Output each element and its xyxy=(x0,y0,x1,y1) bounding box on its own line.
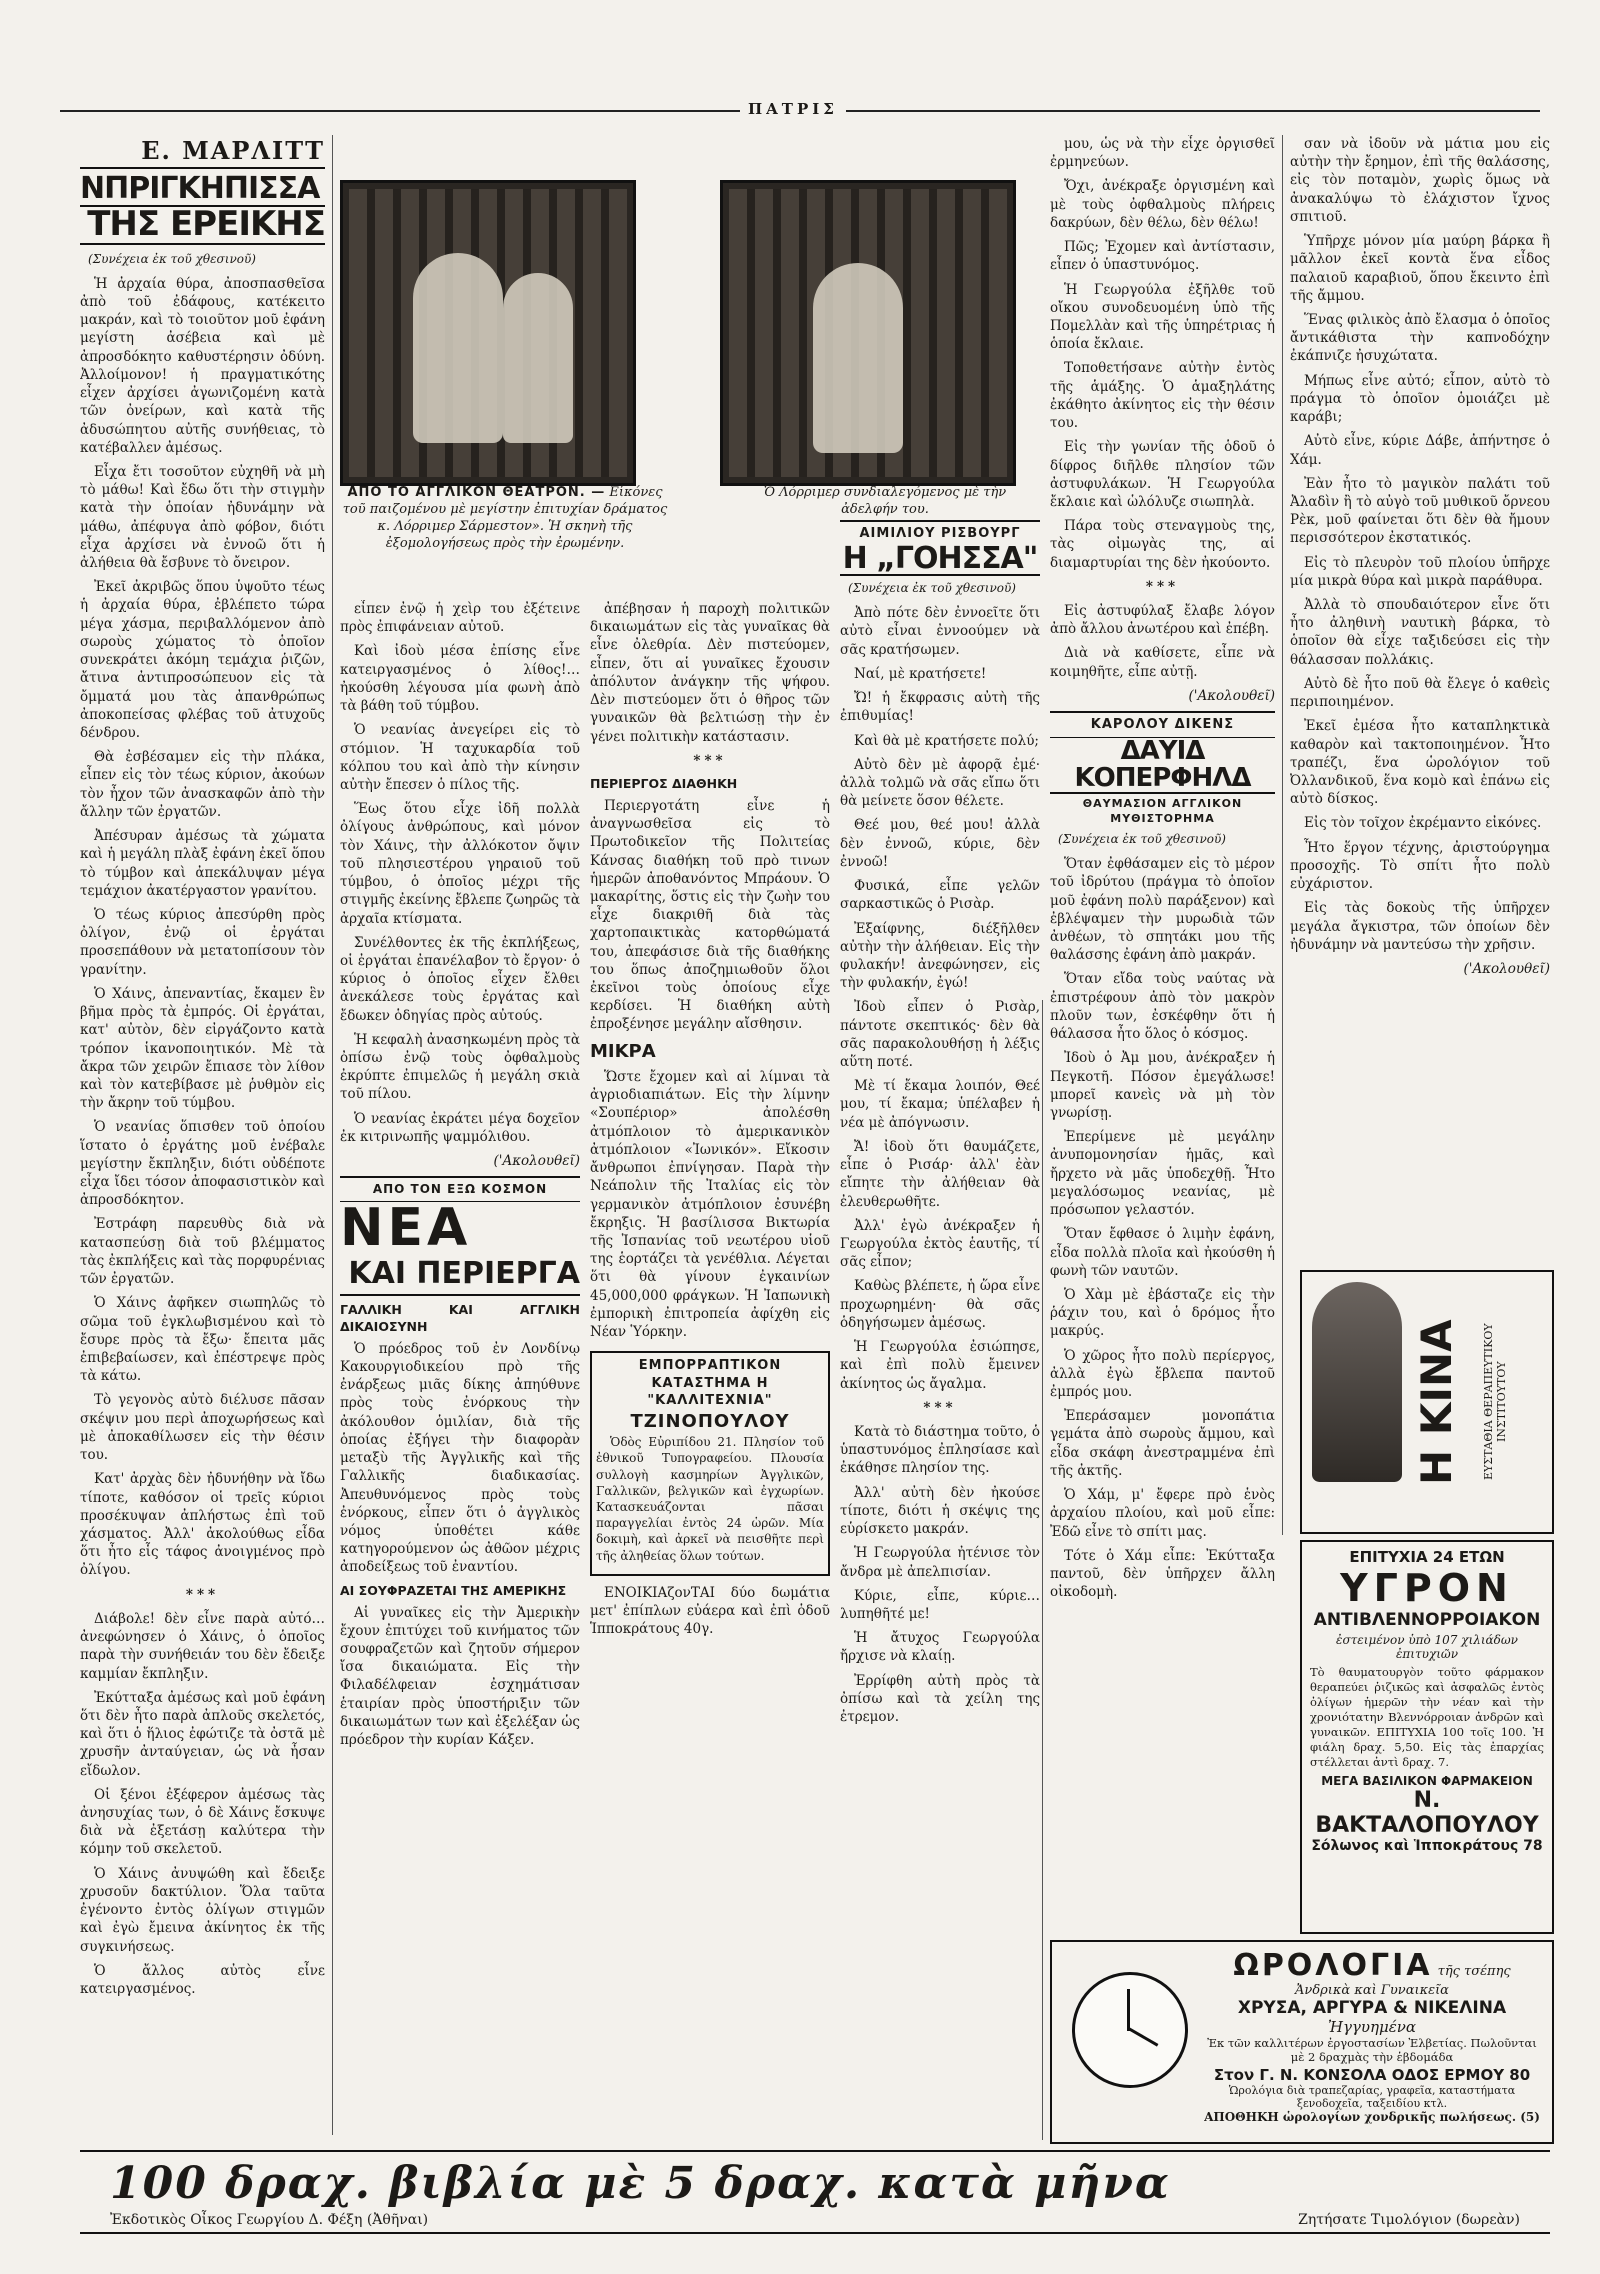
paragraph: Ὁ νεανίας ὅπισθεν τοῦ ὁποίου ἵστατο ὁ ἐργάτης μοῦ ἐνέβαλε μεγίστην ἔκπληξιν, διότι οὐδέποτε εἶχα ἴδει τόσον ἀποφασιστικὸν καὶ ἀπροσδόκητον. xyxy=(80,1119,325,1209)
paragraph: Ὥστε ἔχομεν καὶ αἱ λίμναι τὰ ἀγριοδιαπιάτων. Εἰς τὴν λίμνην «Σουπέριορ» ἀπολέσθη ἀτμόπλοιον τὸ ἀμερικανικὸν ἀτμόπλοιον «Ἰωνικόν». Εἴκοσιν ἄνθρωποι ἐπνίγησαν. Παρὰ τὴν Νεάπολιν τῆς Ἰταλίας εἰς τὸν γερμανικὸν ἀτμόπλοιον ἐσυνέβη ἔκρηξις. Ἡ βασίλισσα Βικτωρία τῆς Ἰσπανίας τοῦ νεωτέρου υἱοῦ της ἑορτάζει τὰ γενέθλια. Λέγεται ὅτι θὰ γίνουν ἐγκαινίων 45,000,000 φράγκων. Ἡ Ἰαπωνικὴ ἐμπορικὴ ἐπιτροπεία ἀφίχθη εἰς Νέαν Ὑόρκην. xyxy=(590,1068,830,1341)
photo-caption-left xyxy=(340,485,670,553)
paragraph: εἶπεν ἐνῷ ἡ χεὶρ του ἐξέτεινε πρὸς ἐπιφάνειαν αὐτοῦ. xyxy=(340,601,580,636)
footer-catalog: Ζητήσατε Τιμολόγιον (δωρεὰν) xyxy=(1298,2212,1520,2228)
masthead xyxy=(0,100,1600,120)
paragraph: Κατὰ τὸ διάστημα τοῦτο, ὁ ὑπαστυνόμος ἐπλησίασε καὶ ἐκάθησε πλησίον της. xyxy=(840,1423,1040,1477)
paragraph: Ἐκεῖ ἀκριβῶς ὅπου ὑψοῦτο τέως ἡ ἀρχαία θύρα, ἐβλέπετο τώρα μέγα χάσμα, περιβαλλόμενον ἀπὸ σωροὺς χώματος τὸ ὁποῖον συνεκράτει ἀκόμη τεμάχια ῥιζῶν, ἄτινα ἀντιπροσώπευον εἰς τὰ ὄμματά μου τὰς ἀπανθρώπως ἀποκοπείσας φλέβας τοῦ ἀτυχοῦς δένδρου. xyxy=(80,579,325,742)
masthead-name: ΠΑΤΡΙΣ xyxy=(740,100,846,118)
subhead: ΓΑΛΛΙΚΗ ΚΑΙ ΑΓΓΛΙΚΗ ΔΙΚΑΙΟΣΥΝΗ xyxy=(340,1302,580,1334)
ygron-ad xyxy=(1300,1540,1554,1934)
ad-line: ΚΑΤΑΣΤΗΜΑ Η "ΚΑΛΛΙΤΕΧΝΙΑ" xyxy=(647,1375,773,1409)
paragraph: Τοποθετήσανε αὐτὴν ἐντὸς τῆς ἁμάξης. Ὁ ἁμαξηλάτης ἐκάθητο ἀκίνητος εἰς τὴν θέσιν του. xyxy=(1050,360,1275,432)
paragraph: Τότε ὁ Χάμ εἶπε: Ἐκύτταξα παντοῦ, δὲν ὑπῆρχεν ἄλλη οἰκοδομὴ. xyxy=(1050,1547,1275,1601)
column-rule xyxy=(1042,1000,1043,2140)
footer-headline: 100 δραχ. βιβλία μὲ 5 δραχ. κατὰ μῆνα xyxy=(110,2158,1171,2209)
paragraph: Ἐκεῖ ἐμέσα ἦτο καταπληκτικὰ καθαρὸν καὶ τακτοποιημένον. Ἦτο τραπέζι, ἕνα ὡρολόγιον τοῦ Ὀλλανδικοῦ, ἕνα κομὸ καὶ ἐπάνω εἰς αὐτὸ δίσκος. xyxy=(1290,718,1550,808)
paragraph: Ἀλλ' αὐτὴ δὲν ἠκούσε τίποτε, διότι ἡ σκέψις της εὑρίσκετο μακράν. xyxy=(840,1484,1040,1538)
footer-ad xyxy=(80,2150,1550,2234)
paragraph: Ὁ τέως κύριος ἀπεσύρθη πρὸς ὀλίγον, ἐνῷ οἱ ἐργάται προσεπάθουν νὰ μετατοπίσουν τὸν γρανίτην. xyxy=(80,906,325,978)
paragraph: Ὅταν ἐφθάσαμεν εἰς τὸ μέρον τοῦ ἰδρύτου (πράγμα τὸ ὁποῖον μοῦ ἐφάνη πολὺ παράξενον) καὶ ἐβλέψαμεν τὴν μυρωδιὰ τῶν ἀνθέων, τὸ σπητάκι μου τῆς θαλάσσης ἐφάνη ἀπὸ μακράν. xyxy=(1050,856,1275,964)
paragraph: Ἐστράφη παρευθὺς διὰ νὰ κατασπεύσῃ διὰ τοῦ βλέμματος τὰς ἐκπλήξεις καὶ τὰς πορφυρένιας τῶν ἐργατῶν. xyxy=(80,1216,325,1288)
photo-caption-right: Ὁ Λόρριμερ συνδιαλεγόμενος μὲ τὴν ἀδελφήν του. xyxy=(763,485,1007,517)
paragraph: Ἐρρίφθη αὐτὴ πρὸς τὰ ὀπίσω καὶ τὰ χείλη της ἐτρεμον. xyxy=(840,1672,1040,1726)
serial-body xyxy=(80,275,325,1998)
column-6 xyxy=(1290,135,1550,1255)
paragraph: Ναί, μὲ κρατήσετε! xyxy=(854,665,987,682)
ad-line: ΕΠΙΤΥΧΙΑ 24 ΕΤΩΝ xyxy=(1349,1548,1505,1566)
ad-text: Τὸ θαυματουργὸν τοῦτο φάρμακον θεραπεύει ῥιζικῶς καὶ ἀσφαλῶς ἐντὸς ὀλίγων ἡμερῶν τὴν νέαν καὶ τὴν χρονιότατην Βλεννόρροιαν ἀνδρῶν καὶ γυναικῶν. ΕΠΙΤΥΧΙΑ 100 τοῖς 100. Ἡ φιάλη δραχ. 5,50. Εἰς τὰς ἐπαρχίας στέλλεται ἀντὶ δραχ. 7. xyxy=(1310,1665,1544,1769)
paragraph: Ἰδοὺ εἶπεν ὁ Ρισὰρ, πάντοτε σκεπτικός· δὲν θὰ σᾶς παρακολουθήσῃ ἡ λέξις αὕτη ποτέ. xyxy=(840,999,1040,1071)
column-3 xyxy=(590,600,830,2140)
serial-title: Η „ΓΟΗΣΣΑ" xyxy=(840,543,1040,577)
serial-author: Ε. ΜΑΡΛΙΤΤ xyxy=(80,135,325,169)
ad-subtitle: ΑΝΤΙΒΛΕΝΝΟΡΡΟΙΑΚΟΝ xyxy=(1313,1610,1541,1630)
serial-title: ΔΑΥΙΔ ΚΟΠΕΡΦΗΛΔ xyxy=(1050,738,1275,795)
paragraph: Εἰς τὰς δοκοὺς τῆς ὑπῆρχεν μεγάλα ἄγκιστρα, τῶν ὁποίων δὲν ἠδυνάμην νὰ μαντεύσω τὴν χρῆσιν. xyxy=(1290,900,1550,953)
paragraph: Κύριε, εἶπε, κύριε… λυπηθῆτέ με! xyxy=(840,1587,1040,1622)
paragraph: Ὁ ἄλλος αὐτὸς εἶνε κατειργασμένος. xyxy=(80,1962,325,1998)
footer-publisher: Ἐκδοτικὸς Οἶκος Γεωργίου Δ. Φέξη (Ἀθῆναι) xyxy=(110,2212,429,2228)
paragraph: Ὁ Χάινς, ἀπεναντίας, ἔκαμεν ἓν βῆμα πρὸς τὰ ἐμπρός. Οἱ ἐργάται, κατ' αὐτὸν, δὲν εἰργάζοντο κατὰ τρόπον ἱκανοποιητικόν. Μὲ τὰ ἄκρα τῶν χειρῶν ἔπιασε τὸν λίθον καὶ τὸν κατεβίβασε μὲ ῥυθμὸν εἰς τὴν ἄκρην τοῦ τύμβου. xyxy=(80,985,325,1112)
ad-title: ΥΓΡΟΝ xyxy=(1340,1566,1514,1610)
paragraph: Εἰς τὸν τοῖχον ἐκρέμαντο εἰκόνες. xyxy=(1304,815,1542,832)
serial-continued: (Συνέχεια ἐκ τοῦ χθεσινοῦ) xyxy=(88,251,256,266)
paragraph: Πῶς; Ἐχομεν καὶ ἀντίστασιν, εἶπεν ὁ ὑπαστυνόμος. xyxy=(1050,239,1275,274)
paragraph: Ὁ Χάμ, μ' ἔφερε πρὸ ἑνὸς ἀρχαίου πλοίου, καὶ μοῦ εἶπε: Ἐδῶ εἶνε τὸ σπίτι μας. xyxy=(1050,1487,1275,1540)
paragraph: Μὲ τί ἔκαμα λοιπόν, Θεέ μου, τί ἔκαμα; ὑπέλαβεν ἡ νέα μὲ ἀπόγνωσιν. xyxy=(840,1078,1040,1131)
ad-origin: Ἐκ τῶν καλλιτέρων ἐργοστασίων Ἐλβετίας. Πωλοῦνται μὲ 2 δραχμὰς τὴν ἑβδομάδα xyxy=(1207,2036,1537,2064)
ad-depot: ΑΠΟΘΗΚΗ ὡρολογίων χονδρικῆς πωλήσεως. (5) xyxy=(1204,2110,1540,2124)
paragraph: Ἐκύτταξα ἀμέσως καὶ μοῦ ἐφάνη ὅτι δὲν ἦτο παρὰ ἀπλοῦς σκελετός, καὶ ὅτι ὁ ἥλιος ἐφώτιζε τὰ ὀστᾶ μὲ χρυσῆν ἀνταύγειαν, ὡς νὰ ἦσαν εἴδωλον. xyxy=(80,1689,325,1779)
ad-store-extra: Ὡρολόγια διὰ τραπεζαρίας, γραφεῖα, καταστήματα ξενοδοχεῖα, ταξειδίου κτλ. xyxy=(1228,2084,1516,2110)
serial-marlitt xyxy=(80,135,325,2015)
footer-line xyxy=(110,2212,1520,2228)
paragraph: Ὅταν ἔφθασε ὁ λιμὴν ἐφάνη, εἶδα πολλὰ πλοῖα καὶ ἠκούσθη ἡ φωνὴ τῶν ναυτῶν. xyxy=(1050,1226,1275,1279)
paragraph: Ἐὰν ἦτο τὸ μαγικὸν παλάτι τοῦ Ἀλαδὶν ἢ τὸ αὐγὸ τοῦ μυθικοῦ ὄρνεου Ρὲκ, μοῦ φαίνεται ὅτι δὲν θὰ ἤμουν περισσότερον ἐκστατικός. xyxy=(1290,475,1550,547)
nea-title: ΝΕΑ xyxy=(340,1197,472,1258)
paragraph: Κατ' ἀρχὰς δὲν ἠδυνήθην νὰ ἴδω τίποτε, καθόσον οἱ τρεῖς κύριοι προσέκυψαν ἀπλήστως ἐπὶ τοῦ χάσματος. Ἀλλ' ἀκολούθως εἶδα ὅτι ἦτο εἷς τάφος ἀνοιγμένος πρὸ ὀλίγου. xyxy=(80,1471,325,1579)
paragraph: Αὐτὸ δὲ ἦτο ποῦ θὰ ἔλεγε ὁ καθεὶς περιποιημένον. xyxy=(1290,675,1550,711)
paragraph: Ὁ νεανίας ἐκράτει μέγα δοχεῖον ἐκ κιτρινωπῆς ψαμμόλιθου. xyxy=(340,1110,580,1145)
paragraph: Ἰδοὺ ὁ Ἀμ μου, ἀνέκραξεν ἡ Πεγκοτῆ. Πόσον ἐμεγάλωσε! μπορεῖ κανεὶς νὰ μὴ τὸν γνωρίσῃ. xyxy=(1050,1050,1275,1121)
paragraph: Συνέλθοντες ἐκ τῆς ἐκπλήξεως, οἱ ἐργάται ἐπανέλαβον τὸ ἔργον· ὁ κύριος ὁ ὁποῖος εἶχεν ἔλθει ἀνεκάλεσε τοὺς ἐργάτας καὶ ἔδωκεν ὁδηγίας πρὸς αὐτούς. xyxy=(340,934,580,1024)
classified-ad: ΕΝΟΙΚΙΑζονΤΑΙ δύο δωμάτια μετ' ἐπίπλων εὐάερα καὶ ἐπὶ ὁδοῦ Ἱπποκράτους 40γ. xyxy=(590,1584,830,1638)
section-kicker: ΑΠΟ ΤΟΝ ΕΞΩ ΚΟΣΜΟΝ xyxy=(340,1176,580,1201)
nea-title-2: ΚΑΙ ΠΕΡΙΕΡΓΑ xyxy=(340,1254,580,1297)
paragraph: Ἦτο ἕργον τέχνης, ἀριστούργημα προσοχῆς. Τὸ σπίτι ἦτο πολὺ εὐχάριστον. xyxy=(1290,839,1550,893)
paragraph: Ἡ ἀρχαία θύρα, ἀποσπασθεῖσα ἀπὸ τοῦ ἐδάφους, κατέκειτο μακράν, καὶ τὸ τοιοῦτον μοῦ ἐφάνη μεγίστη ἀσέβεια καὶ μὲ ἀπροσδόκητο καθυστέρησιν ὀδύνη. Ἀλλοίμονον! ἡ πραγματικότης εἶχεν ἀρχίσει ἀγωνιζομένη κατὰ τῶν ὀνείρων, καὶ κατὰ τῆς ἀδυσώπητου αὐτῆς συνήθειας, τὸ κατέβαλλεν ἀμέσως. xyxy=(80,275,325,456)
ad-line: ἐστειμένον ὑπὸ 107 χιλιάδων ἐπιτυχιῶν xyxy=(1336,1633,1518,1661)
clock-ad xyxy=(1050,1940,1554,2144)
paragraph: Οἱ ξένοι ἐξέφερον ἀμέσως τὰς ἀνησυχίας των, ὁ δὲ Χάινς ἔσκυψε διὰ νὰ ἐξετάσῃ καλύτερα τὴν κόμην τοῦ σκελετοῦ. xyxy=(80,1786,325,1858)
ad-subtitle: Ἀνδρικὰ καὶ Γυναικεῖα xyxy=(1295,1983,1449,1998)
ad-title: ΩΡΟΛΟΓΙΑ xyxy=(1233,1948,1433,1983)
paragraph: Ἀλλὰ τὸ σπουδαιότερον εἶνε ὅτι ἦτο ἀληθινὴ ναυτικὴ βάρκα, τὸ ὁποῖον θὰ εἶχε ταξιδεύσει εἰς τὴν θάλασσαν πολλάκις. xyxy=(1290,597,1550,668)
pocket-watch-icon xyxy=(1072,1972,1188,2088)
paragraph: Εἶχα ἔτι τοσοῦτον εὐχηθῆ νὰ μὴ τὸ μάθω! Καὶ ἔδω ὅτι τὴν στιγμὴν κατὰ τὴν ὁποίαν ἠδυνάμην νὰ μάθω, ἀπέφυγα ἀπὸ φόβον, διότι εἶχα ἀρχίσει νὰ ἐννοῶ ὅτι ἡ ἀλήθεια θὰ ἔσβυνε τὸ ὄνειρον. xyxy=(80,463,325,572)
signature: ('Ακολουθεῖ) xyxy=(493,1153,580,1170)
paragraph: Διάβολε! δὲν εἶνε παρὰ αὐτό… ἀνεφώνησεν ὁ Χάινς, ὁ ὁποῖος παρὰ τὴν συνήθειάν του δὲν ἔδειξε καμμίαν ἔκπληξιν. xyxy=(80,1610,325,1682)
ad-title: ΕΜΠΟΡΡΑΠΤΙΚΟΝ xyxy=(638,1358,782,1374)
paragraph: Εἰς τὸ πλευρὸν τοῦ πλοίου ὑπῆρχε μία μικρὰ θύρα καὶ μικρὰ παράθυρα. xyxy=(1290,554,1550,589)
separator-stars: *** xyxy=(923,1399,957,1416)
serial-author: ΑΙΜΙΛΙΟΥ ΡΙΣΒΟΥΡΓ xyxy=(840,520,1040,543)
paragraph: Ἕως ὅτου εἶχε ἰδῆ πολλὰ ὀλίγους ἀνθρώπους, καὶ μόνον τὸν Χάινς, τὴν ἀλλόκοτον ὄψιν τοῦ πλησιεστέρου γηραιοῦ τοῦ τύμβου, ὁ ὁποῖος μέχρι τῆς στιγμῆς ἐκείνης ἔβλεπε ζωηρῶς τὰ ἀρχαῖα κτίσματα. xyxy=(340,801,580,927)
paragraph: Αὐτὸ δὲν μὲ ἀφορᾷ ἐμέ· ἀλλὰ τολμῶ νὰ σᾶς εἴπω ὅτι θὰ μείνετε ὅσον θέλετε. xyxy=(840,756,1040,810)
paragraph: Ὁ νεανίας ἀνεγείρει εἰς τὸ στόμιον. Ἡ ταχυκαρδία τοῦ κόλπου του καὶ ἀπὸ τὴν κίνησιν αὐτὴν ἔπεσεν ὁ πίλος τῆς. xyxy=(340,722,580,793)
paragraph: Καὶ θὰ μὲ κρατήσετε πολύ; xyxy=(854,732,1039,749)
photo-figure xyxy=(813,263,903,453)
paragraph: μου, ὡς νὰ τὴν εἶχε ὀργισθεῖ ἐρμηνεύων. xyxy=(1050,136,1275,171)
subhead: ΑΙ ΣΟΥΦΡΑΖΕΤΑΙ ΤΗΣ ΑΜΕΡΙΚΗΣ xyxy=(340,1582,567,1598)
paragraph: Μήπως εἶνε αὐτό; εἶπον, αὐτὸ τὸ πράγμα τὸ ὁποῖον ὁμοιάζει μὲ καράβι; xyxy=(1290,372,1550,426)
serial-title-line1: ΝΠΡΙΓΚΗΠΙΣΣΑ xyxy=(80,173,325,207)
paragraph: Διὰ νὰ καθίσετε, εἶπε νὰ κοιμηθῆτε, εἶπε αὐτῇ. xyxy=(1050,645,1275,680)
ad-store: Στον Γ. Ν. ΚΟΝΣΟΛΑ ΟΔΟΣ ΕΡΜΟΥ 80 xyxy=(1213,2066,1531,2084)
paragraph: Εἰς τὴν γωνίαν τῆς ὁδοῦ ὁ δίφρος διῆλθε πλησίον τῶν ἀστυφυλάκων. Ἡ Γεωργούλα ἔκλαιε καὶ ὡλόλυζε σιωπηλὰ. xyxy=(1050,439,1275,510)
paragraph: Ἡ κεφαλὴ ἀνασηκωμένη πρὸς τὰ ὀπίσω ἐνῷ τοὺς ὀφθαλμοὺς ἐκρύπτε ἐπιμελῶς ἡ μεγάλη σκιὰ τοῦ πίλου. xyxy=(340,1031,580,1103)
paragraph: Ὁ Χάινς ἀνυψώθη καὶ ἔδειξε χρυσοῦν δακτύλιον. Ὅλα ταῦτα ἐγένοντο ἐντὸς ὀλίγων στιγμῶν καὶ ἐγὼ ἔμεινα ἀκίνητος ἐκ τῆς συγκινήσεως. xyxy=(80,1865,325,1955)
paragraph: Ἐπεράσαμεν μονοπάτια γεμάτα ἀπὸ σωροὺς ἄμμου, καὶ εἶδα σκάφη ἀνεστραμμένα ἐπὶ τῆς ἀκτῆς. xyxy=(1050,1408,1275,1479)
paragraph: Ὑπῆρχε μόνον μία μαύρη βάρκα ἢ μᾶλλον ἐκεῖ κοντὰ ἕνα εἶδος παλαιοῦ καραβιοῦ, ὅπου ἔκειντο ἐπὶ τῆς ἄμμου. xyxy=(1290,233,1550,304)
paragraph: Ὁ χῶρος ἦτο πολὺ περίεργος, ἀλλὰ ἐγὼ ἔβλεπα παντοῦ ἐμπρός μου. xyxy=(1050,1347,1275,1401)
kina-side: ΕΥΣΤΑΘΙΑ ΘΕΡΑΠΕΥΤΙΚΟΥ ΙΝΣΤΙΤΟΥΤΟΥ xyxy=(1482,1323,1508,1481)
separator-stars: *** xyxy=(1145,578,1180,595)
ad-name: ΤΖΙΝΟΠΟΥΛΟΥ xyxy=(630,1410,790,1432)
paragraph: Ὄχι, ἀνέκραξε ὀργισμένη καὶ μὲ τοὺς ὀφθαλμοὺς πλήρεις δακρύων, δὲν θέλω, δὲν θέλω! xyxy=(1050,178,1275,231)
ad-address: Σόλωνος καὶ Ἱπποκράτους 78 xyxy=(1311,1837,1543,1854)
ad-metals: ΧΡΥΣΑ, ΑΡΓΥΡΑ & ΝΙΚΕΛΙΝΑ xyxy=(1237,1998,1507,2018)
paragraph: Ἕνας φιλικὸς ἀπὸ ἔλασμα ὁ ὁποῖος ἄντικάθιστα τὴν καπνοδόχην ἐκάπνιζε ἠσυχώτατα. xyxy=(1290,311,1550,365)
separator-stars: *** xyxy=(693,752,727,769)
paragraph: Αὐτὸ εἶνε, κύριε Δάβε, ἀπήντησε ὁ Χάμ. xyxy=(1290,433,1550,468)
caption-text: Εἰκόνες τοῦ παιζομένου μὲ μεγίστην ἐπιτυχίαν δράματος κ. Λόρριμερ Σάρμεστον». Ἡ σκηνὴ τῆς ἐξομολογήσεως πρὸς τὴν ἐρωμένην. xyxy=(342,485,668,551)
paragraph: Πάρα τοὺς στεναγμοὺς της, τὰς οἰμωγὰς της, αἱ διαμαρτυρίαι της δὲν ἠκούοντο. xyxy=(1050,518,1275,571)
paragraph: Αἱ γυναῖκες εἰς τὴν Ἀμερικὴν ἔχουν ἐπιτύχει τοῦ κινήματος τῶν σουφραζετῶν καὶ ζητοῦν σήμερον ἴσα δικαιώματα. Εἰς τὴν Φιλαδέλφειαν ἐσχημάτισαν ἑταιρίαν πρὸς ὑποστήριξιν τῶν δικαιωμάτων των καὶ ἐξελέξαν ὡς πρόεδρον τὴν κυρίαν Κάξεν. xyxy=(340,1604,580,1749)
photo-figure xyxy=(503,273,573,443)
subhead: ΠΕΡΙΕΡΓΟΣ ΔΙΑΘΗΚΗ xyxy=(590,775,738,791)
column-5 xyxy=(1050,135,1275,1995)
paragraph: Θεέ μου, θεέ μου! ἀλλὰ δὲν ἐννοῶ, κύριε, δὲν ἐννοῶ! xyxy=(840,817,1040,870)
serial-risvourg xyxy=(840,520,1040,2140)
paragraph: Ἀπέσυραν ἀμέσως τὰ χώματα καὶ ἡ μεγάλη πλὰξ ἐφάνη ἐκεῖ ὅπου τὸ τύμβον καὶ ἀπεκάλυψαν μέγα τεμάχιον ἀκατέργαστον γρανίτου. xyxy=(80,828,325,899)
paragraph: σαν νὰ ἰδοῦν νὰ μάτια μου εἰς αὐτὴν τὴν ἔρημον, ἐπὶ τῆς θαλάσσης, εἰς τὸν ποταμὸν, χωρὶς ὅμως νὰ ἀνακαλύψω τὸ ἐλάχιστον ἴχνος σπιτιοῦ. xyxy=(1290,136,1550,225)
paragraph: Ἡ ἄτυχος Γεωργούλα ἤρχισε νὰ κλαίῃ. xyxy=(840,1630,1040,1665)
paragraph: Ἡ Γεωργούλα ἐξῆλθε τοῦ οἴκου συνοδευομένη ὑπὸ τῆς Πομελλὰν καὶ τῆς ὑπηρέτριας ἡ ὁποία ἔκλαιε. xyxy=(1050,281,1275,353)
paragraph: Ἀλλ' ἐγὼ ἀνέκραξεν ἡ Γεωργούλα ἐκτὸς ἑαυτῆς, τί σᾶς εἶπον; xyxy=(840,1217,1040,1271)
column-2 xyxy=(340,600,580,2140)
paragraph: Ἄ! ἰδοὺ ὅτι θαυμάζετε, εἶπε ὁ Ρισάρ· ἀλλ' ἐὰν εἴπητε τὴν ἀλήθειαν θὰ ἐλευθερωθῆτε. xyxy=(840,1138,1040,1210)
paragraph: Ἐξαίφνης, διέξῆλθεν αὐτὴν τὴν ἀλήθειαν. Εἰς τὴν φυλακήν! ἀνεφώνησεν, εἰς τὴν φυλακήν, ἐγώ! xyxy=(840,920,1040,992)
separator-stars: *** xyxy=(185,1586,220,1603)
ad-title-suffix: τῆς τσέπης xyxy=(1437,1964,1511,1979)
ad-name: Ν. ΒΑΚΤΑΛΟΠΟΥΛΟΥ xyxy=(1315,1787,1539,1838)
lady-illustration xyxy=(1312,1282,1402,1482)
serial-title-line2: ΤΗΣ ΕΡΕΙΚΗΣ xyxy=(80,207,325,245)
theatre-photo-left xyxy=(340,180,636,486)
paragraph: Ὤ! ἡ ἔκφρασις αὐτὴ τῆς ἐπιθυμίας! xyxy=(840,690,1040,725)
paragraph: Φυσικά, εἶπε γελῶν σαρκαστικῶς ὁ Ρισὰρ. xyxy=(840,878,1040,913)
signature: ('Ακολουθεῖ) xyxy=(1463,960,1550,977)
paragraph: Ἀπὸ πότε δὲν ἐννοεῖτε ὅτι αὐτὸ εἶναι ἐννοούμεν νὰ σᾶς κρατήσωμεν. xyxy=(840,605,1040,658)
paragraph: Ὁ Χὰμ μὲ ἐβάσταζε εἰς τὴν ῥάχιν του, καὶ ὁ δρόμος ἦτο μακρύς. xyxy=(1050,1286,1275,1340)
paragraph: Καὶ ἰδοὺ μέσα ἐπίσης εἶνε κατειργασμένος ὁ λίθος!… ἠκούσθη λέγουσα μία φωνὴ ἀπὸ τὰ βάθη τοῦ τύμβου. xyxy=(340,643,580,715)
kina-ad xyxy=(1300,1270,1554,1534)
paragraph: Περιεργοτάτη εἶνε ἡ ἀναγνωσθεῖσα εἰς τὸ Πρωτοδικεῖον τῆς Πολιτείας Κάνσας διαθήκη τοῦ πρὸ τινων ἡμερῶν ἀποθανόντος Μπράουν. Ὁ μακαρίτης, ὅστις εἰς τὴν ζωὴν του εἶχε διακριθῆ διὰ τὰς χαρτοπαικτικὰς κατορθώματά του, ἀπεφάσισε διὰ τῆς διαθήκης του ὅπως ἀποζημιωθοῦν ὅλοι ἐκεῖνοι τοὺς ὁποίους εἶχε κερδίσει. Ἡ διαθήκη αὐτὴ ἐπροξένησε μεγάλην αἴσθησιν. xyxy=(590,797,830,1033)
column-rule xyxy=(332,135,333,2135)
kina-title: Η ΚΙΝΑ xyxy=(1412,1319,1461,1485)
caption-title: ΑΠΟ ΤΟ ΑΓΓΛΙΚΟΝ ΘΕΑΤΡΟΝ. — xyxy=(347,485,606,500)
ad-guarantee: Ἠγγυημένα xyxy=(1327,2018,1417,2036)
serial-author: ΚΑΡΟΛΟΥ ΔΙΚΕΝΣ xyxy=(1050,711,1275,738)
paragraph: Εἰς ἀστυφύλαξ ἔλαβε λόγον ἀπὸ ἄλλου ἀνωτέρου καὶ ἐπέβη. xyxy=(1050,603,1275,638)
paragraph: Ἡ Γεωργούλα ἠτένισε τὸν ἄνδρα μὲ ἀπελπισίαν. xyxy=(840,1545,1040,1580)
paragraph: Ἡ Γεωργούλα ἐσιώπησε, καὶ ἐπὶ πολὺ ἔμεινεν ἀκίνητος ὡς ἄγαλμα. xyxy=(840,1339,1040,1392)
paragraph: Θὰ ἐσβέσαμεν εἰς τὴν πλάκα, εἶπεν εἰς τὸν τέως κύριον, ἀκούων τὸν ἦχον τῶν ἀνασκαφῶν ἀπὸ τὴν ἄλλην τῶν ἐργατῶν. xyxy=(80,749,325,820)
serial-continued: (Συνέχεια ἐκ τοῦ χθεσινοῦ) xyxy=(1058,831,1226,846)
paragraph: Ὁ Χάινς ἀφῆκεν σιωπηλῶς τὸ σῶμα τοῦ ἐγκλωβισμένου καὶ τὸ ἔσυρε πρὸς τὰ ἔξω· ἔπειτα μᾶς ἐπιβεβαίωσεν, καὶ ἐπέστρεψε πρὸς τὰ κάτω. xyxy=(80,1295,325,1385)
theatre-photo-right xyxy=(720,180,1016,486)
paragraph: Τὸ γεγονὸς αὐτὸ διέλυσε πᾶσαν σκέψιν μου περὶ ἀποχωρήσεως καὶ μὲ ἀποκαθίλωσεν εἰς τὴν θέσιν του. xyxy=(80,1392,325,1464)
serial-subtitle: ΘΑΥΜΑΣΙΟΝ ΑΓΓΛΙΚΟΝ ΜΥΘΙΣΤΟΡΗΜΑ xyxy=(1082,797,1243,826)
signature: ('Ακολουθεῖ) xyxy=(1188,687,1275,704)
paragraph: ἀπέβησαν ἡ παροχὴ πολιτικῶν δικαιωμάτων εἰς τὰς γυναῖκας θὰ εἶνε ὀλεθρία. Δὲν πιστεύομεν, εἶπεν, ὅτι αἱ γυναῖκες ἔχουσιν ἀπόλυτον ἀνάγκην τῆς ψήφου. Δὲν πιστεύομεν ὅτι ὁ θῆρος τῶν γυναικῶν θὰ βελτιώσῃ τὴν ἐν γένει πολιτικὴν κατάστασιν. xyxy=(590,601,830,745)
ad-store: ΜΕΓΑ ΒΑΣΙΛΙΚΟΝ ΦΑΡΜΑΚΕΙΟΝ xyxy=(1321,1773,1533,1788)
ad-text: Ὁδὸς Εὐριπίδου 21. Πλησίον τοῦ ἐθνικοῦ Τυπογραφείου. Πλουσία συλλογὴ κασμηρίων Ἀγγλικῶν, Γαλλικῶν, βελγικῶν καὶ ἐγχωρίων. Κατασκευάζονται πᾶσαι παραγγελίαι ἐντὸς 24 ὡρῶν. Μία δοκιμὴ, καὶ ἀρκεῖ νὰ πεισθῆτε περὶ τῆς ἀληθείας ὅλων τούτων. xyxy=(596,1435,824,1563)
photo-figure xyxy=(413,253,503,443)
column-rule xyxy=(1282,135,1283,1535)
paragraph: Ὅταν εἴδα τοὺς ναύτας νὰ ἐπιστρέφουν ἀπὸ τὸν μακρὸν πλοῦν των, ἐσκέφθην ὅτι ἡ θάλασσα ἦτο ὅλος ὁ κόσμος. xyxy=(1050,971,1275,1043)
paragraph: Καθὼς βλέπετε, ἡ ὥρα εἶνε προχωρημένη· θὰ σᾶς ὁδηγήσωμεν ἀμέσως. xyxy=(840,1278,1040,1331)
paragraph: Ἐπερίμενε μὲ μεγάλην ἀνυπομονησίαν ἡμᾶς, καὶ ἤρχετο νὰ μᾶς ὑποδεχθῇ. Ἦτο μεγαλόσωμος νεανίας, μὲ πρόσωπον γελαστόν. xyxy=(1050,1129,1275,1219)
serial-continued: (Συνέχεια ἐκ τοῦ χθεσινοῦ) xyxy=(848,581,1016,596)
subhead: ΜΙΚΡΑ xyxy=(590,1040,656,1062)
tailor-ad xyxy=(590,1351,830,1575)
paragraph: Ὁ πρόεδρος τοῦ ἐν Λονδίνῳ Κακουργιοδικείου πρὸ τῆς ἐνάρξεως μιᾶς δίκης ἀπηύθυνε πρὸς τοὺς ἐνόρκους τὴν ἀκόλουθον ὁμιλίαν, διὰ τῆς ὁποίας ἐξήγει τὴν διαφορὰν μεταξὺ τῆς Ἀγγλικῆς καὶ τῆς Γαλλικῆς διαδικασίας. Ἀπευθυνόμενος πρὸς τοὺς ἐνόρκους, εἶπεν ὅτι ὁ ἀγγλικὸς νόμος ὑποθέτει κάθε κατηγορούμενον ὡς ἀθῶον μέχρις ἀποδείξεως τοῦ ἐναντίου. xyxy=(340,1340,580,1576)
